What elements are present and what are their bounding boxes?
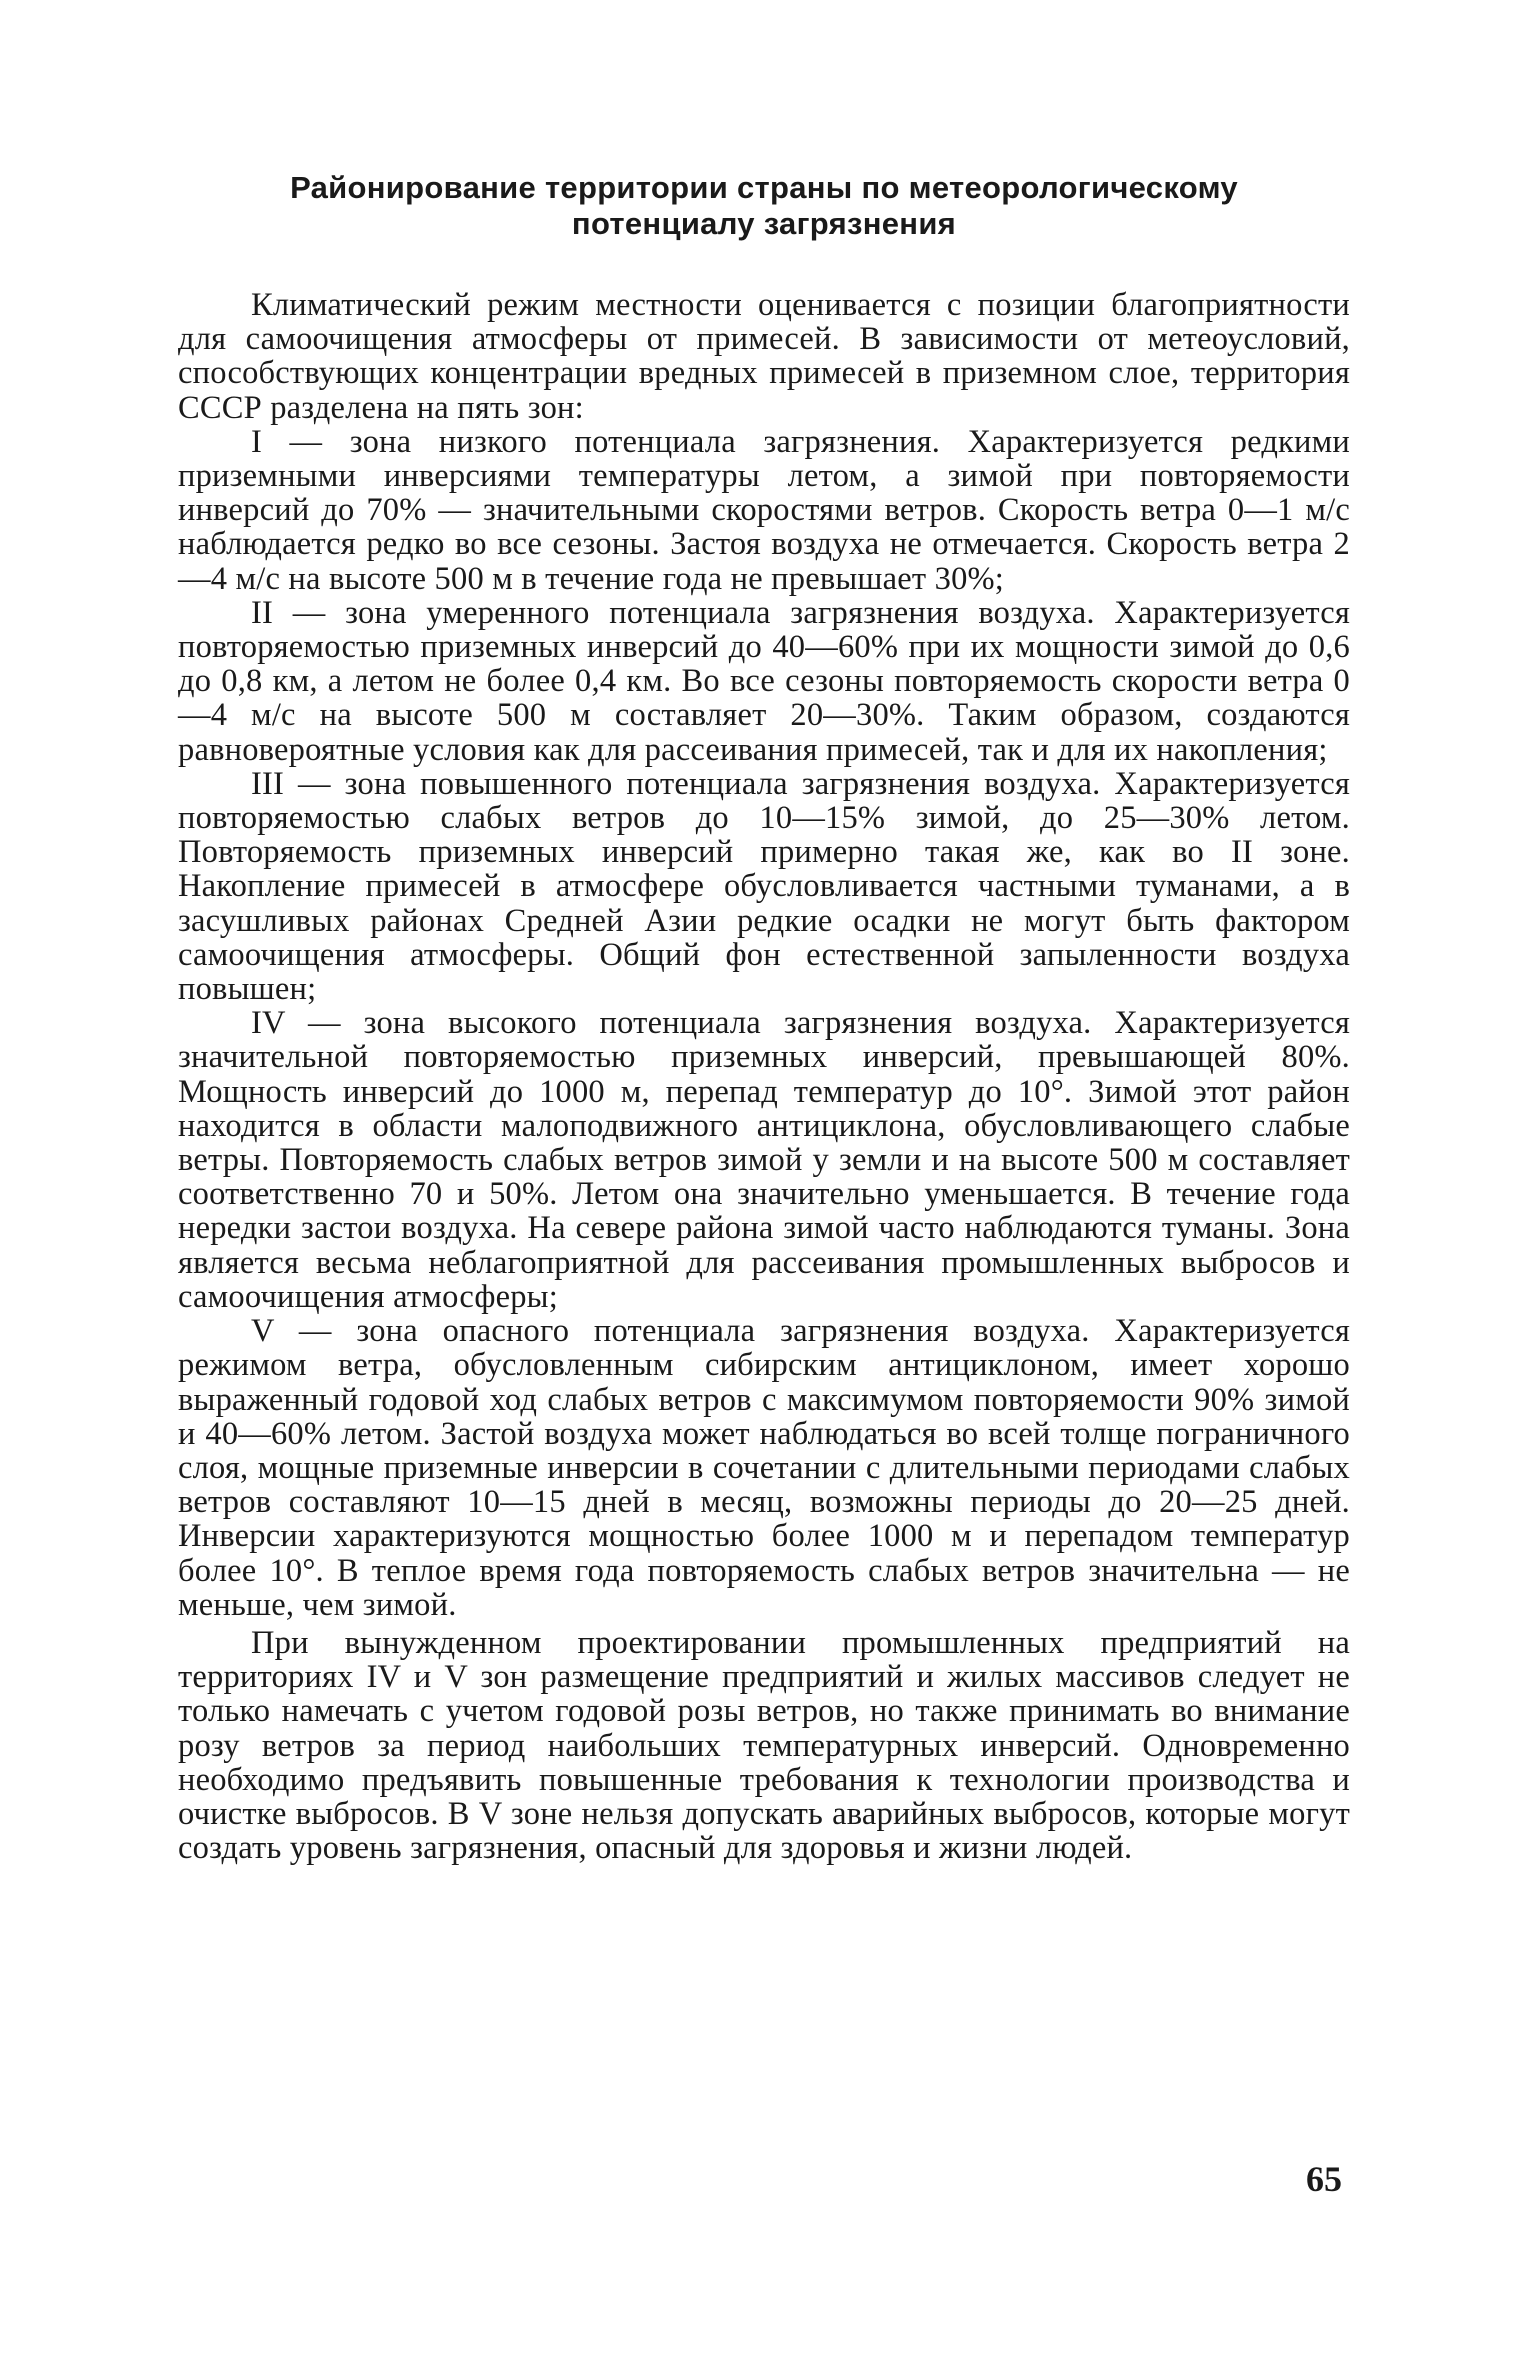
paragraph-zone-2: II — зона умеренного потенциала загрязнения воздуха. Характеризуется повторяемостью приземных инверсий до 40—60% при их мощности зимой до 0,6 до 0,8 км, а летом не более 0,4 км. Во все сезоны повторяемость скорости ветра 0—4 м/с на высоте 500 м составляет 20—30%. Таким образом, создаются равновероятные условия как для рассеивания примесей, так и для их накопления; [178, 594, 1350, 768]
paragraph-zone-1: I — зона низкого потенциала загрязнения. Характеризуется редкими приземными инверсиями температуры летом, а зимой при повторяемости инверсий до 70% — значительными скоростями ветров. Скорость ветра 0—1 м/с наблюдается редко во все сезоны. Застоя воздуха не отмечается. Скорость ветра 2—4 м/с на высоте 500 м в течение года не превышает 30%; [178, 423, 1350, 597]
paragraph-intro: Климатический режим местности оценивается с позиции благоприятности для самоочищения атмосферы от примесей. В зависимости от метеоусловий, способствующих концентрации вредных примесей в приземном слое, территория СССР разделена на пять зон: [178, 287, 1350, 426]
paragraph-zone-4: IV — зона высокого потенциала загрязнения воздуха. Характеризуется значительной повторяемостью приземных инверсий, превышающей 80%. Мощность инверсий до 1000 м, перепад температур до 10°. Зимой этот район находится в области малоподвижного антициклона, обусловливающего слабые ветры. Повторяемость слабых ветров зимой у земли и на высоте 500 м составляет соответственно 70 и 50%. Летом она значительно уменьшается. В течение года нередки застои воздуха. На севере района зимой часто наблюдаются туманы. Зона является весьма неблагоприятной для рассеивания промышленных выбросов и самоочищения атмосферы; [178, 1005, 1350, 1315]
section-title [178, 170, 1350, 242]
page-content [178, 170, 1350, 1865]
page-number: 65 [1306, 2159, 1342, 2199]
paragraph-zone-3: III — зона повышенного потенциала загрязнения воздуха. Характеризуется повторяемостью слабых ветров до 10—15% зимой, до 25—30% летом. Повторяемость приземных инверсий примерно такая же, как во II зоне. Накопление примесей в атмосфере обусловливается частными туманами, а в засушливых районах Средней Азии редкие осадки не могут быть фактором самоочищения атмосферы. Общий фон естественной запыленности воздуха повышен; [178, 765, 1350, 1008]
paragraph-recommendation: При вынужденном проектировании промышленных предприятий на территориях IV и V зон размещение предприятий и жилых массивов следует не только намечать с учетом годовой розы ветров, но также принимать во внимание розу ветров за период наибольших температурных инверсий. Одновременно необходимо предъявить повышенные требования к технологии производства и очистке выбросов. В V зоне нельзя допускать аварийных выбросов, которые могут создать уровень загрязнения, опасный для здоровья и жизни людей. [178, 1624, 1350, 1867]
section-title-line-1: Районирование территории страны по метеорологическому [290, 170, 1238, 205]
paragraph-zone-5: V — зона опасного потенциала загрязнения воздуха. Характеризуется режимом ветра, обусловленным сибирским антициклоном, имеет хорошо выраженный годовой ход слабых ветров с максимумом повторяемости 90% зимой и 40—60% летом. Застой воздуха может наблюдаться во всей толще пограничного слоя, мощные приземные инверсии в сочетании с длительными периодами слабых ветров составляют 10—15 дней в месяц, возможны периоды до 20—25 дней. Инверсии характеризуются мощностью более 1000 м и перепадом температур более 10°. В теплое время года повторяемость слабых ветров значительна — не меньше, чем зимой. [178, 1313, 1350, 1623]
section-title-line-2: потенциалу загрязнения [571, 206, 957, 241]
